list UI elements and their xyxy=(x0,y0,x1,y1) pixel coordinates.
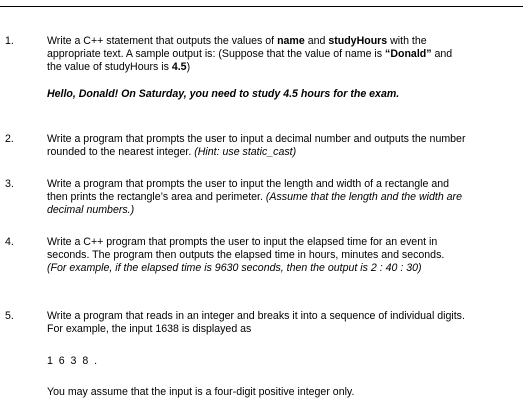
assumption-note: You may assume that the input is a four-digit positive integer only. xyxy=(47,386,355,398)
text-run: Write a C++ statement that outputs the values of xyxy=(47,35,278,47)
question-text xyxy=(47,178,517,217)
text-run: appropriate text. A sample output is: (Suppose that the value of name is xyxy=(47,48,386,60)
hint-text: (Hint: use static_cast) xyxy=(194,146,297,158)
text-run: ) xyxy=(186,61,191,73)
question-line xyxy=(47,61,517,74)
question-line: Write a program that prompts the user to input a decimal number and outputs the number xyxy=(47,133,466,145)
top-rule xyxy=(0,6,523,7)
question-line xyxy=(47,204,517,217)
question-line xyxy=(47,35,517,48)
question-text xyxy=(47,310,517,336)
keyword-studyhours: studyHours xyxy=(328,35,388,47)
question-text xyxy=(47,133,517,159)
question-line: Write a program that reads in an integer and breaks it into a sequence of individual digits. xyxy=(47,310,465,322)
question-number: 1. xyxy=(5,35,14,47)
question-text xyxy=(47,236,517,275)
text-run: and xyxy=(304,35,329,47)
question-line xyxy=(47,48,517,61)
question-line: Write a program that prompts the user to input the length and width of a rectangle and xyxy=(47,178,450,190)
assumption-text: decimal numbers.) xyxy=(47,204,135,216)
question-number: 2. xyxy=(5,133,14,145)
keyword-donald: “Donald” xyxy=(385,48,432,60)
text-run: with the xyxy=(387,35,427,47)
text-run: the value of studyHours is xyxy=(47,61,172,73)
question-line: For example, the input 1638 is displayed as xyxy=(47,323,252,335)
sample-output: Hello, Donald! On Saturday, you need to study 4.5 hours for the exam. xyxy=(47,88,400,100)
digits-output: 1 6 3 8 . xyxy=(47,355,98,367)
question-number: 4. xyxy=(5,236,14,248)
question-line xyxy=(47,146,517,159)
question-line: Write a C++ program that prompts the user to input the elapsed time for an event in xyxy=(47,236,438,248)
text-run: and xyxy=(431,48,453,60)
question-line: seconds. The program then outputs the elapsed time in hours, minutes and seconds. xyxy=(47,249,445,261)
question-number: 5. xyxy=(5,310,14,322)
question-line xyxy=(47,262,517,275)
question-number: 3. xyxy=(5,178,14,190)
text-run: rounded to the nearest integer. xyxy=(47,146,195,158)
question-text xyxy=(47,35,517,74)
assumption-text: (Assume that the length and the width are xyxy=(265,191,462,203)
keyword-name: name xyxy=(277,35,305,47)
example-text: (For example, if the elapsed time is 9630 seconds, then the output is 2 : 40 : 30) xyxy=(47,262,422,274)
text-run: then prints the rectangle’s area and perimeter. xyxy=(47,191,266,203)
keyword-value: 4.5 xyxy=(171,61,187,73)
question-line xyxy=(47,191,517,204)
